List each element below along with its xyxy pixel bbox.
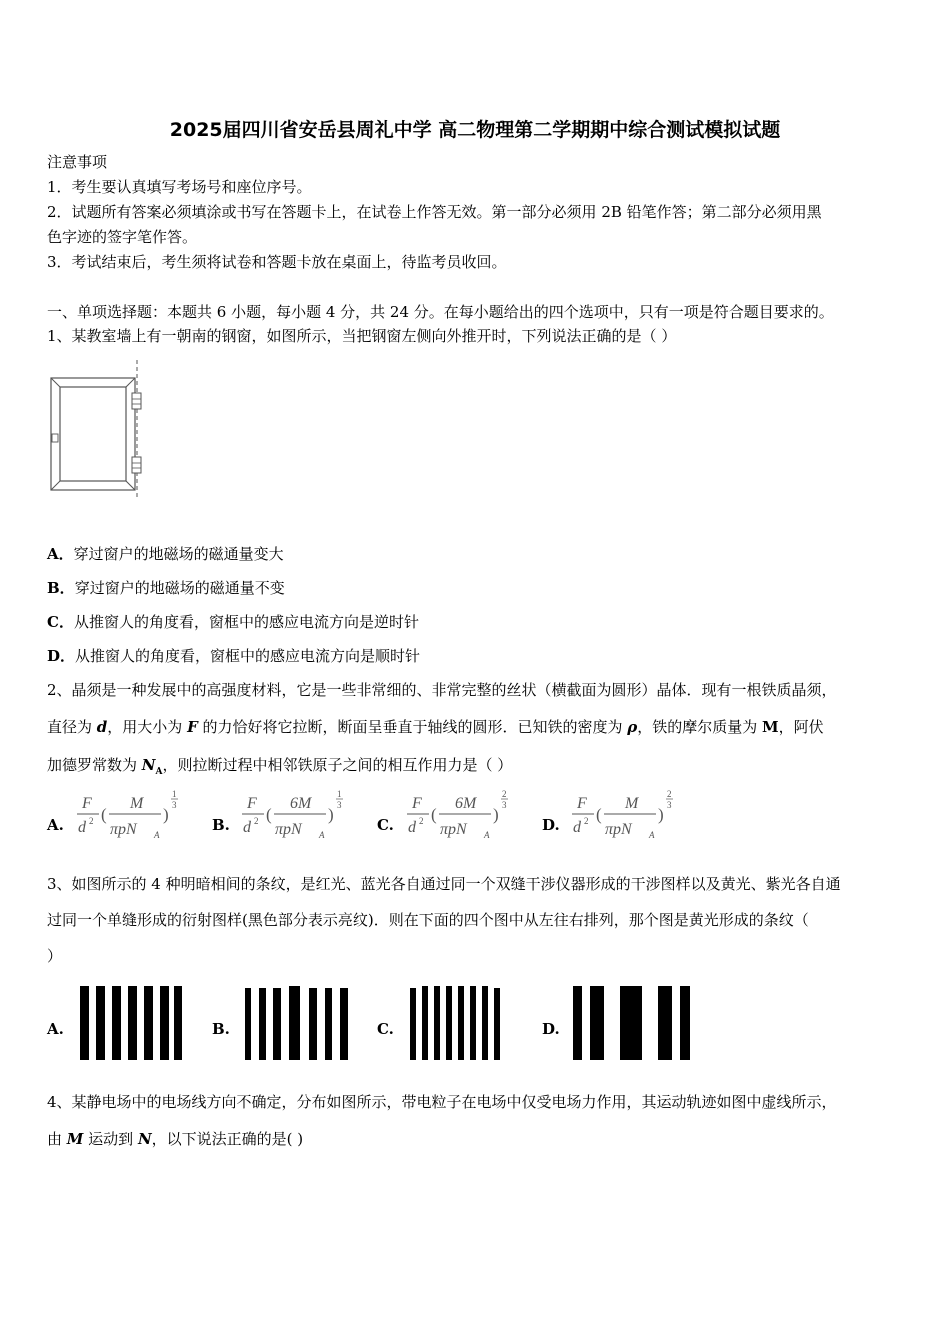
- option-c-label: C.: [377, 816, 394, 834]
- fringe-pattern-d: [570, 984, 694, 1062]
- option-d-label: D.: [542, 1020, 560, 1038]
- question-1-stem: 1、某教室墙上有一朝南的钢窗，如图所示，当把钢窗左侧向外推开时，下列说法正确的是（ ）: [47, 327, 677, 345]
- open-paren: (: [266, 805, 272, 824]
- denominator-d: d: [243, 819, 251, 836]
- notice-heading: 注意事项: [47, 153, 108, 171]
- numerator-m: 6M: [455, 795, 477, 812]
- denominator-d: d: [408, 819, 416, 836]
- notice-item: 2．试题所有答案必须填涂或书写在答题卡上，在试卷上作答无效。第一部分必须用 2B 铅笔作答；第二部分必须用黑: [47, 203, 822, 221]
- exponent-denominator: 3: [337, 800, 342, 810]
- exponent-denominator: 3: [667, 800, 672, 810]
- close-paren: ): [658, 805, 664, 824]
- denominator: πpN: [605, 821, 632, 838]
- option-d-label: D.: [542, 816, 560, 834]
- open-paren: (: [596, 805, 602, 824]
- denominator-d: d: [78, 819, 86, 836]
- option-b-formula: [240, 788, 350, 844]
- denominator: πpN: [275, 821, 302, 838]
- notice-item: 3．考试结束后，考生须将试卷和答题卡放在桌面上，待监考员收回。: [47, 253, 507, 271]
- question-3-line: 过同一个单缝形成的衍射图样(黑色部分表示亮纹)．则在下面的四个图中从左往右排列，那个图是黄光形成的条纹（: [47, 911, 809, 929]
- option-d: D．从推窗人的角度看，窗框中的感应电流方向是顺时针: [47, 647, 421, 665]
- notice-item: 色字迹的签字笔作答。: [47, 228, 198, 246]
- question-4-line: 由 M 运动到 N，以下说法正确的是( ): [47, 1130, 304, 1148]
- question-3-line: ）: [47, 947, 63, 965]
- option-a-formula: [75, 788, 185, 844]
- exponent-denominator: 3: [172, 800, 177, 810]
- close-paren: ): [328, 805, 334, 824]
- exponent-two: 2: [254, 816, 259, 826]
- page-title: 2025届四川省安岳县周礼中学 高二物理第二学期期中综合测试模拟试题: [169, 119, 781, 141]
- exponent-two: 2: [419, 816, 424, 826]
- exponent-denominator: 3: [502, 800, 507, 810]
- section-heading: 一、单项选择题：本题共 6 小题，每小题 4 分，共 24 分。在每小题给出的四个选项中，只有一项是符合题目要求的。: [47, 303, 834, 321]
- question-2-line: 加德罗常数为 $N_A$，则拉断过程中相邻铁原子之间的相互作用力是（ ）: [47, 756, 513, 777]
- question-3-line: 3、如图所示的 4 种明暗相间的条纹，是红光、蓝光各自通过同一个双缝干涉仪器形成的干涉图样以及黄光、紫光各自通: [47, 875, 841, 893]
- exponent-numerator: 2: [667, 789, 672, 799]
- close-paren: ): [493, 805, 499, 824]
- open-paren: (: [101, 805, 107, 824]
- option-a-label: A.: [47, 1020, 64, 1038]
- exponent-numerator: 1: [172, 789, 177, 799]
- numerator-f: F: [577, 795, 587, 812]
- question-2-line: 直径为 d，用大小为 F 的力恰好将它拉断，断面呈垂直于轴线的圆形．已知铁的密度为 ρ，铁的摩尔质量为 M，阿伏: [47, 718, 824, 736]
- option-b-label: B.: [212, 816, 230, 834]
- numerator-f: F: [412, 795, 422, 812]
- fringe-pattern-c: [408, 984, 508, 1062]
- question-4-line: 4、某静电场中的电场线方向不确定，分布如图所示，带电粒子在电场中仅受电场力作用，其运动轨迹如图中虚线所示，: [47, 1093, 837, 1111]
- option-a-label: A.: [47, 816, 64, 834]
- option-b: B．穿过窗户的地磁场的磁通量不变: [47, 579, 285, 597]
- numerator-m: 6M: [290, 795, 312, 812]
- fringe-pattern-a: [78, 984, 184, 1062]
- question-2-line: 2、晶须是一种发展中的高强度材料，它是一些非常细的、非常完整的丝状（横截面为圆形）晶体．现有一根铁质晶须，: [47, 681, 837, 699]
- close-paren: ): [163, 805, 169, 824]
- option-c-formula: [405, 788, 515, 844]
- subscript-a: A: [649, 830, 655, 840]
- subscript-a: A: [484, 830, 490, 840]
- numerator-m: M: [625, 795, 639, 812]
- option-b-label: B.: [212, 1020, 230, 1038]
- exponent-numerator: 2: [502, 789, 507, 799]
- denominator-d: d: [573, 819, 581, 836]
- option-a: A．穿过窗户的地磁场的磁通量变大: [47, 545, 284, 563]
- subscript-a: A: [319, 830, 325, 840]
- option-c-label: C.: [377, 1020, 394, 1038]
- notice-item: 1．考生要认真填写考场号和座位序号。: [47, 178, 312, 196]
- exponent-numerator: 1: [337, 789, 342, 799]
- option-d-formula: [570, 788, 680, 844]
- window-figure: [45, 360, 150, 500]
- fringe-pattern-b: [243, 984, 359, 1062]
- option-c: C．从推窗人的角度看，窗框中的感应电流方向是逆时针: [47, 613, 419, 631]
- denominator: πpN: [440, 821, 467, 838]
- numerator-f: F: [82, 795, 92, 812]
- exponent-two: 2: [584, 816, 589, 826]
- numerator-f: F: [247, 795, 257, 812]
- numerator-m: M: [130, 795, 144, 812]
- denominator: πpN: [110, 821, 137, 838]
- subscript-a: A: [154, 830, 160, 840]
- open-paren: (: [431, 805, 437, 824]
- exponent-two: 2: [89, 816, 94, 826]
